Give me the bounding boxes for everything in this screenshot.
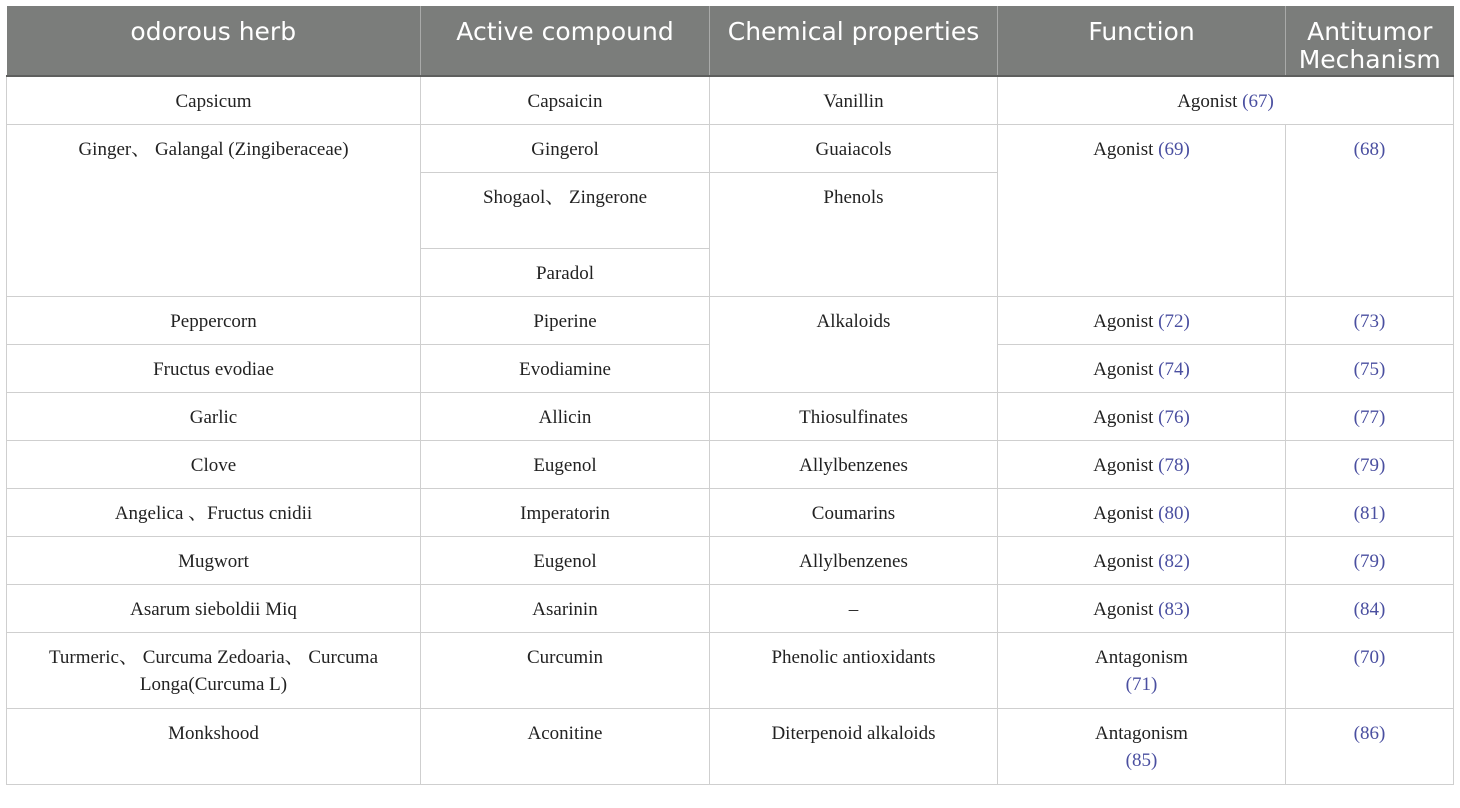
herb-cell: Angelica 、Fructus cnidii (7, 488, 421, 536)
table-row (7, 296, 1454, 344)
mechanism-cell (1286, 392, 1454, 440)
compound-cell: Piperine (421, 296, 710, 344)
property-cell: Allylbenzenes (710, 536, 998, 584)
reference-link[interactable]: (79) (1353, 550, 1386, 572)
property-cell: Vanillin (710, 76, 998, 124)
compound-cell: Allicin (421, 392, 710, 440)
table-row (7, 440, 1454, 488)
herb-cell: Mugwort (7, 536, 421, 584)
function-cell (998, 488, 1286, 536)
mechanism-cell (1286, 344, 1454, 392)
property-cell: Alkaloids (710, 296, 998, 392)
function-cell (998, 536, 1286, 584)
function-cell (998, 296, 1286, 344)
herb-compound-table (6, 6, 1454, 785)
table-row (7, 536, 1454, 584)
reference-link[interactable]: (74) (1158, 358, 1190, 380)
table-row (7, 76, 1454, 124)
reference-link[interactable]: (76) (1158, 406, 1190, 428)
compound-cell: Curcumin (421, 632, 710, 708)
function-cell (998, 392, 1286, 440)
mechanism-cell (1286, 632, 1454, 708)
property-cell: Coumarins (710, 488, 998, 536)
reference-link[interactable]: (85) (1125, 749, 1158, 771)
reference-link[interactable]: (80) (1158, 502, 1190, 524)
table-row (7, 392, 1454, 440)
function-cell (998, 344, 1286, 392)
table-row (7, 632, 1454, 708)
reference-link[interactable]: (67) (1242, 91, 1274, 112)
reference-link[interactable]: (81) (1353, 502, 1386, 524)
function-label: Agonist (1093, 502, 1154, 524)
mechanism-cell (1286, 296, 1454, 344)
property-cell: – (710, 584, 998, 632)
function-cell (998, 76, 1454, 124)
compound-cell: Eugenol (421, 536, 710, 584)
property-cell: Guaiacols (710, 124, 998, 172)
herb-cell: Clove (7, 440, 421, 488)
function-label: Agonist (1093, 454, 1154, 476)
table-row (7, 488, 1454, 536)
reference-link[interactable]: (75) (1353, 358, 1386, 380)
compound-cell: Shogaol、 Zingerone (421, 172, 710, 248)
function-cell (998, 632, 1286, 708)
function-label: Agonist (1093, 138, 1154, 160)
function-label: Agonist (1093, 406, 1154, 428)
herb-cell: Garlic (7, 392, 421, 440)
function-label: Agonist (1093, 550, 1154, 572)
table-row (7, 124, 1454, 172)
table-header-row (7, 6, 1454, 76)
reference-link[interactable]: (86) (1353, 722, 1386, 744)
compound-cell: Imperatorin (421, 488, 710, 536)
compound-cell: Evodiamine (421, 344, 710, 392)
reference-link[interactable]: (77) (1353, 406, 1386, 428)
table-row (7, 708, 1454, 784)
property-cell: Phenolic antioxidants (710, 632, 998, 708)
mechanism-cell (1286, 584, 1454, 632)
herb-cell: Monkshood (7, 708, 421, 784)
mechanism-cell (1286, 124, 1454, 296)
reference-link[interactable]: (71) (1125, 673, 1158, 695)
property-cell: Phenols (710, 172, 998, 296)
function-label: Antagonism (1095, 722, 1188, 744)
compound-cell: Eugenol (421, 440, 710, 488)
data-table-container (6, 6, 1453, 785)
function-cell (998, 124, 1286, 296)
reference-link[interactable]: (70) (1353, 646, 1386, 668)
function-label: Agonist (1093, 358, 1154, 380)
property-cell: Diterpenoid alkaloids (710, 708, 998, 784)
herb-cell: Capsicum (7, 76, 421, 124)
herb-cell: Turmeric、 Curcuma Zedoaria、 Curcuma Longa(Curcuma L) (7, 632, 421, 708)
function-label: Agonist (1093, 310, 1154, 332)
reference-link[interactable]: (73) (1353, 310, 1386, 332)
compound-cell: Aconitine (421, 708, 710, 784)
reference-link[interactable]: (82) (1158, 550, 1190, 572)
herb-cell: Fructus evodiae (7, 344, 421, 392)
reference-link[interactable]: (84) (1353, 598, 1386, 620)
header-odorous-herb: odorous herb (7, 6, 421, 76)
function-cell (998, 708, 1286, 784)
compound-cell: Asarinin (421, 584, 710, 632)
header-antitumor-mechanism: Antitumor Mechanism (1286, 6, 1454, 76)
reference-link[interactable]: (68) (1353, 138, 1386, 160)
table-row (7, 584, 1454, 632)
header-function: Function (998, 6, 1286, 76)
function-label: Agonist (1093, 598, 1154, 620)
function-label: Antagonism (1095, 646, 1188, 668)
function-cell (998, 440, 1286, 488)
mechanism-cell (1286, 488, 1454, 536)
herb-cell: Peppercorn (7, 296, 421, 344)
reference-link[interactable]: (79) (1353, 454, 1386, 476)
function-label: Agonist (1177, 91, 1238, 112)
compound-cell: Capsaicin (421, 76, 710, 124)
reference-link[interactable]: (72) (1158, 310, 1190, 332)
reference-link[interactable]: (78) (1158, 454, 1190, 476)
compound-cell: Gingerol (421, 124, 710, 172)
header-chemical-properties: Chemical properties (710, 6, 998, 76)
herb-cell: Ginger、 Galangal (Zingiberaceae) (7, 124, 421, 296)
mechanism-cell (1286, 440, 1454, 488)
function-cell (998, 584, 1286, 632)
reference-link[interactable]: (83) (1158, 598, 1190, 620)
mechanism-cell (1286, 536, 1454, 584)
header-active-compound: Active compound (421, 6, 710, 76)
herb-cell: Asarum sieboldii Miq (7, 584, 421, 632)
reference-link[interactable]: (69) (1158, 138, 1190, 160)
property-cell: Allylbenzenes (710, 440, 998, 488)
property-cell: Thiosulfinates (710, 392, 998, 440)
mechanism-cell (1286, 708, 1454, 784)
compound-cell: Paradol (421, 248, 710, 296)
